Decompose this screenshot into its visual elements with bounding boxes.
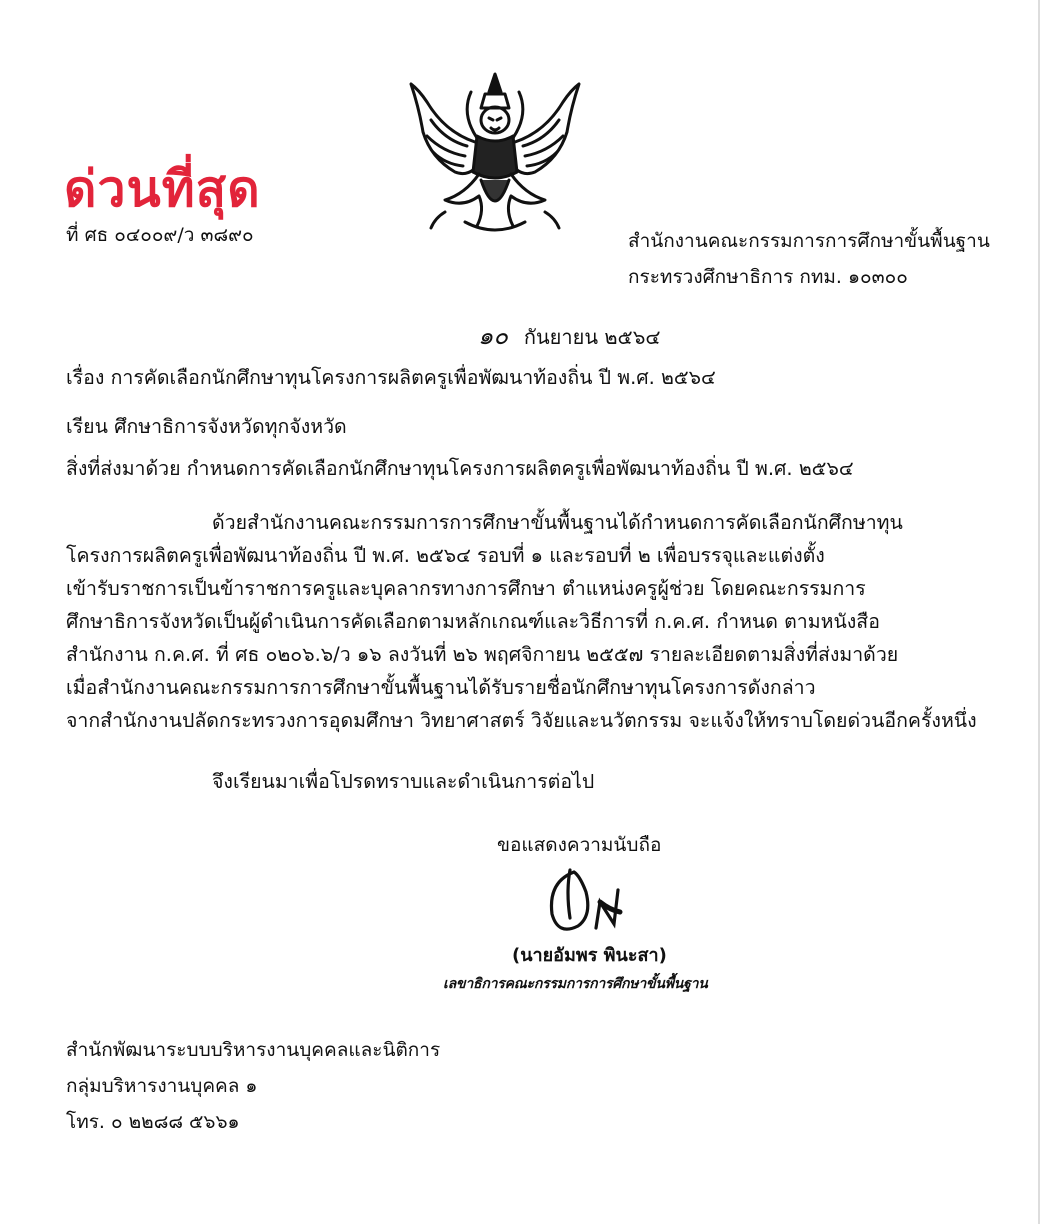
signatory-name: (นายอัมพร พินะสา) <box>512 945 667 966</box>
body-line: โครงการผลิตครูเพื่อพัฒนาท้องถิ่น ปี พ.ศ. ๒๕๖๔ รอบที่ ๑ และรอบที่ ๒ เพื่อบรรจุและแต่งตั้ง <box>66 544 825 567</box>
reference-number: ที่ ศธ ๐๔๐๐๙/ว ๓๘๙๐ <box>66 224 254 246</box>
date-month-year: กันยายน ๒๕๖๔ <box>523 325 661 349</box>
body-line: จากสำนักงานปลัดกระทรวงการอุดมศึกษา วิทยาศาสตร์ วิจัยและนวัตกรรม จะแจ้งให้ทราบโดยด่วนอีกครั้งหนึ่ง <box>66 709 977 732</box>
body-line: เข้ารับราชการเป็นข้าราชการครูและบุคลากรทางการศึกษา ตำแหน่งครูผู้ช่วย โดยคณะกรรมการ <box>66 577 866 600</box>
body-line: ศึกษาธิการจังหวัดเป็นผู้ดำเนินการคัดเลือกตามหลักเกณฑ์และวิธีการที่ ก.ค.ศ. กำหนด ตามหนังสือ <box>66 610 880 633</box>
subject-line: เรื่อง การคัดเลือกนักศึกษาทุนโครงการผลิตครูเพื่อพัฒนาท้องถิ่น ปี พ.ศ. ๒๕๖๔ <box>66 366 716 389</box>
page-edge <box>1038 0 1040 1224</box>
closing-paragraph: จึงเรียนมาเพื่อโปรดทราบและดำเนินการต่อไป <box>212 770 595 793</box>
organization-address: กระทรวงศึกษาธิการ กทม. ๑๐๓๐๐ <box>628 266 908 288</box>
contact-office: สำนักพัฒนาระบบบริหารงานบุคคลและนิติการ <box>66 1039 441 1061</box>
contact-group: กลุ่มบริหารงานบุคคล ๑ <box>66 1075 258 1097</box>
contact-phone: โทร. ๐ ๒๒๘๘ ๕๖๖๑ <box>66 1111 240 1133</box>
date-day: ๑๐ <box>478 322 508 350</box>
signatory-title: เลขาธิการคณะกรรมการการศึกษาขั้นพื้นฐาน <box>443 976 708 992</box>
body-paragraph <box>66 507 996 738</box>
body-line: สำนักงาน ก.ค.ศ. ที่ ศธ ๐๒๐๖.๖/ว ๑๖ ลงวันที่ ๒๖ พฤศจิกายน ๒๕๕๗ รายละเอียดตามสิ่งที่ส่งมาด้วย <box>66 643 899 666</box>
document-date <box>478 316 661 355</box>
enclosure-line: สิ่งที่ส่งมาด้วย กำหนดการคัดเลือกนักศึกษาทุนโครงการผลิตครูเพื่อพัฒนาท้องถิ่น ปี พ.ศ. ๒๕๖๔ <box>66 457 854 480</box>
signature-closing: ขอแสดงความนับถือ <box>497 834 662 856</box>
handwritten-signature <box>540 862 640 940</box>
garuda-emblem-icon <box>405 62 585 242</box>
urgency-stamp: ด่วนที่สุด <box>64 160 261 218</box>
body-line: เมื่อสำนักงานคณะกรรมการการศึกษาขั้นพื้นฐานได้รับรายชื่อนักศึกษาทุนโครงการดังกล่าว <box>66 676 816 699</box>
recipient-line: เรียน ศึกษาธิการจังหวัดทุกจังหวัด <box>66 415 347 438</box>
organization-name: สำนักงานคณะกรรมการการศึกษาขั้นพื้นฐาน <box>628 230 990 252</box>
body-line: ด้วยสำนักงานคณะกรรมการการศึกษาขั้นพื้นฐานได้กำหนดการคัดเลือกนักศึกษาทุน <box>212 511 903 534</box>
